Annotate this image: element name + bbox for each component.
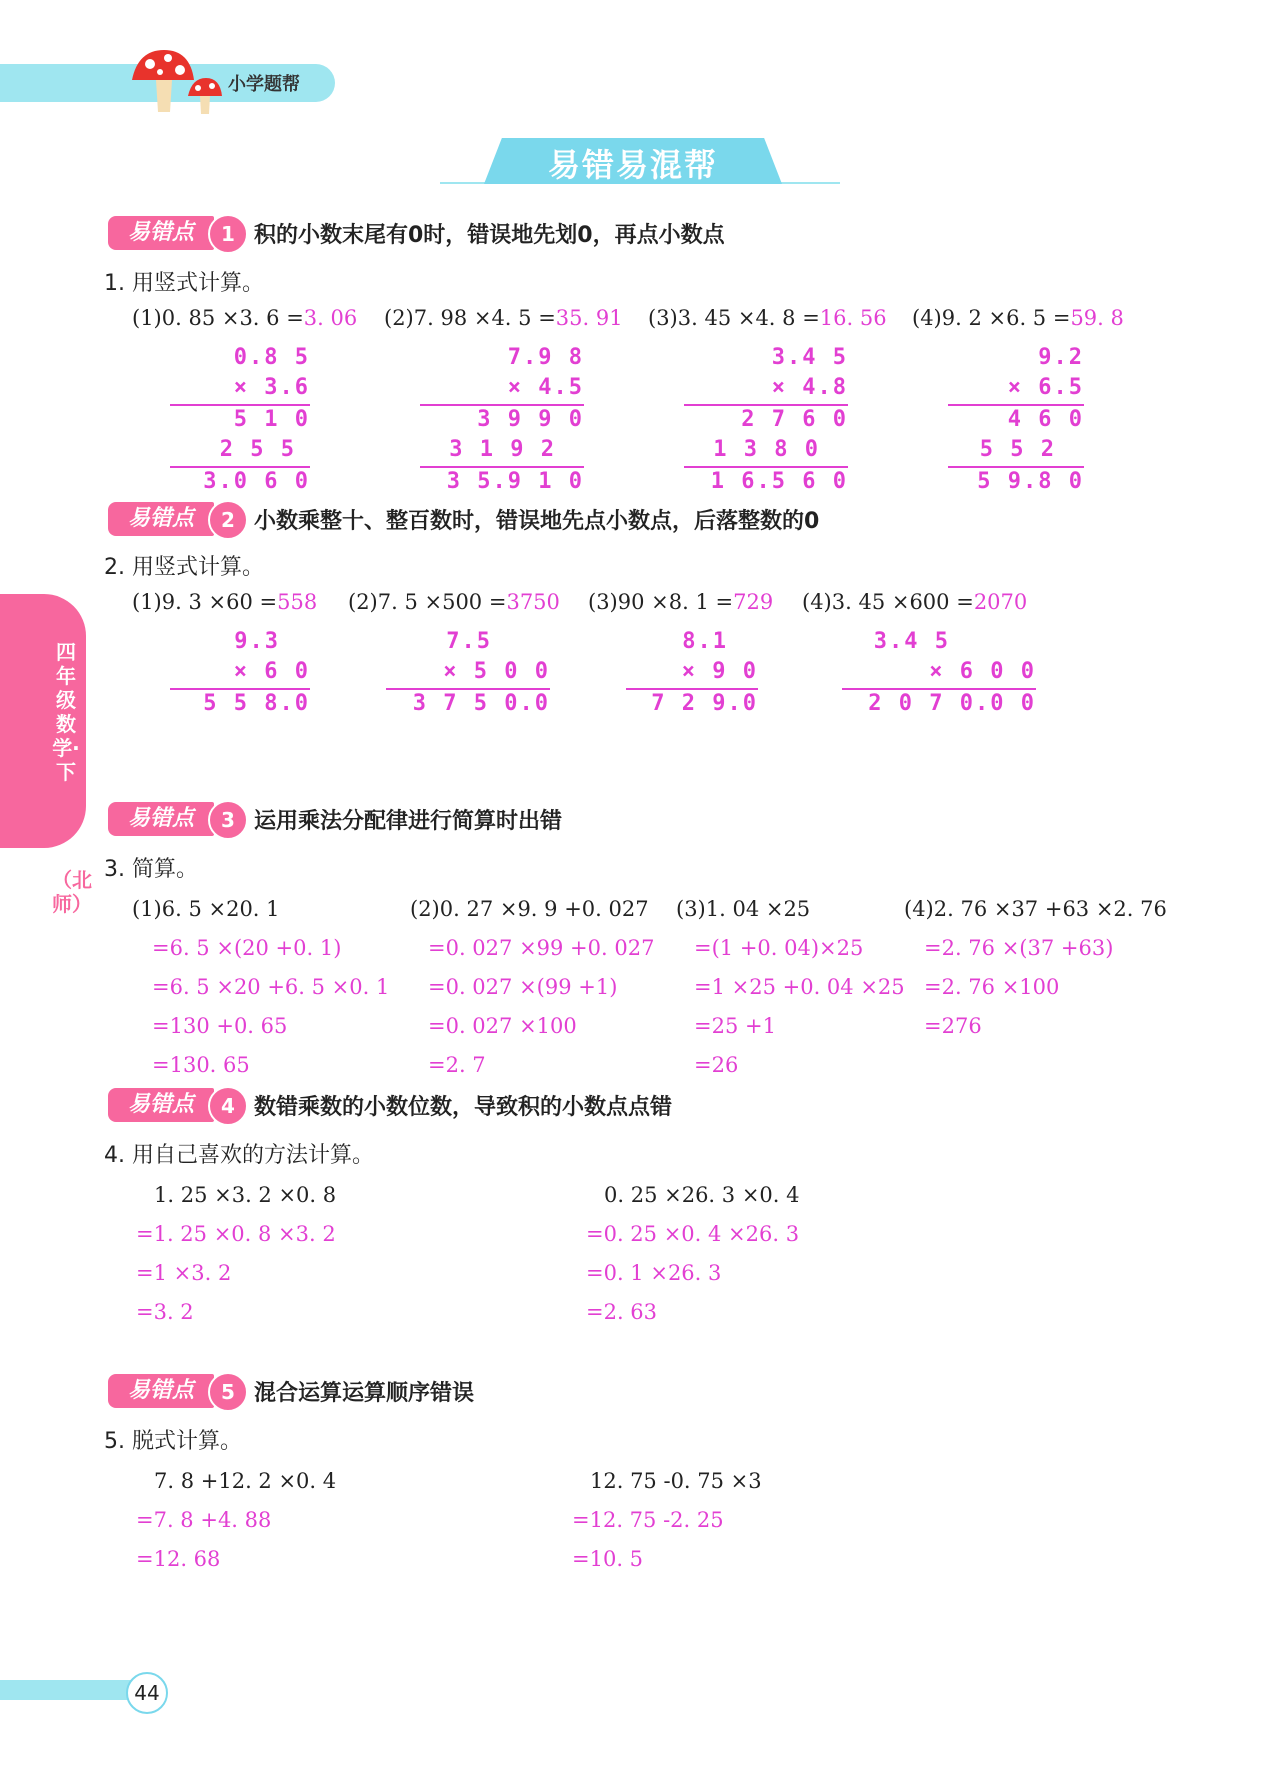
expr-2-4: (4)3. 45 ×600 =2070 (802, 590, 1028, 614)
expr-1-4: (4)9. 2 ×6. 5 =59. 8 (912, 306, 1124, 330)
page-number: 44 (126, 1672, 168, 1714)
vertical-calc-2-4: 3.4 5 × 6 0 0 2 0 7 0.0 0 (842, 628, 1036, 718)
expr-2-2: (2)7. 5 ×500 =3750 (348, 590, 560, 614)
question-2: 2. 用竖式计算。 (104, 555, 264, 580)
section-header-4 (108, 1088, 808, 1124)
side-tab-grade: 四年级数学·下 (52, 640, 80, 784)
calc-4-1: 1. 25 ×3. 2 ×0. 8 =1. 25 ×0. 8 ×3. 2 =1 ×3. 2 =3. 2 (136, 1183, 337, 1324)
calc-5-2: 12. 75 -0. 75 ×3 =12. 75 -2. 25 =10. 5 (572, 1469, 762, 1571)
section-title: 积的小数末尾有0时，错误地先划0，再点小数点 (254, 223, 725, 248)
section-header-3 (108, 802, 808, 838)
section-header-5 (108, 1374, 808, 1410)
calc-3-3: (3)1. 04 ×25 =(1 +0. 04)×25 =1 ×25 +0. 04 ×25 =25 +1 =26 (676, 897, 905, 1077)
vertical-calc-1-2: 7.9 8 × 4.5 3 9 9 0 3 1 9 2 3 5.9 1 0 (420, 344, 584, 494)
section-number: 3 (208, 800, 248, 840)
error-point-badge: 易错点 (108, 802, 214, 836)
calc-3-2: (2)0. 27 ×9. 9 +0. 027 =0. 027 ×99 +0. 027 =0. 027 ×(99 +1) =0. 027 ×100 =2. 7 (410, 897, 655, 1077)
question-4: 4. 用自己喜欢的方法计算。 (104, 1143, 374, 1168)
error-point-badge: 易错点 (108, 502, 214, 536)
section-header-2 (108, 502, 908, 538)
calc-4-2: 0. 25 ×26. 3 ×0. 4 =0. 25 ×0. 4 ×26. 3 =0. 1 ×26. 3 =2. 63 (586, 1183, 800, 1324)
vertical-calc-1-4: 9.2 × 6.5 4 6 0 5 5 2 5 9.8 0 (948, 344, 1084, 494)
calc-5-1: 7. 8 +12. 2 ×0. 4 =7. 8 +4. 88 =12. 68 (136, 1469, 337, 1571)
vertical-calc-2-1: 9.3 × 6 0 5 5 8.0 (170, 628, 310, 718)
section-number: 2 (208, 500, 248, 540)
question-1: 1. 用竖式计算。 (104, 271, 264, 296)
expr-1-1: (1)0. 85 ×3. 6 =3. 06 (132, 306, 358, 330)
calc-3-1: (1)6. 5 ×20. 1 =6. 5 ×(20 +0. 1) =6. 5 ×20 +6. 5 ×0. 1 =130 +0. 65 =130. 65 (132, 897, 390, 1077)
side-tab-edition: （北师） (52, 868, 92, 916)
error-point-badge: 易错点 (108, 216, 214, 250)
vertical-calc-1-3: 3.4 5 × 4.8 2 7 6 0 1 3 8 0 1 6.5 6 0 (684, 344, 848, 494)
section-title: 小数乘整十、整百数时，错误地先点小数点，后落整数的0 (254, 509, 820, 534)
calc-3-4: (4)2. 76 ×37 +63 ×2. 76 =2. 76 ×(37 +63) =2. 76 ×100 =276 (904, 897, 1167, 1038)
error-point-badge: 易错点 (108, 1374, 214, 1408)
vertical-calc-2-2: 7.5 × 5 0 0 3 7 5 0.0 (386, 628, 550, 718)
expr-2-3: (3)90 ×8. 1 =729 (588, 590, 774, 614)
section-number: 5 (208, 1372, 248, 1412)
brand-label: 小学题帮 (228, 74, 300, 95)
section-title: 混合运算运算顺序错误 (254, 1381, 475, 1406)
vertical-calc-2-3: 8.1 × 9 0 7 2 9.0 (626, 628, 758, 718)
expr-1-3: (3)3. 45 ×4. 8 =16. 56 (648, 306, 887, 330)
mushroom-logo-icon (128, 46, 236, 116)
question-3: 3. 简算。 (104, 857, 198, 882)
vertical-calc-1-1: 0.8 5 × 3.6 5 1 0 2 5 5 3.0 6 0 (170, 344, 310, 494)
section-title: 运用乘法分配律进行简算时出错 (254, 809, 563, 834)
section-number: 1 (208, 214, 248, 254)
expr-1-2: (2)7. 98 ×4. 5 =35. 91 (384, 306, 623, 330)
section-number: 4 (208, 1086, 248, 1126)
section-header-1 (108, 216, 808, 252)
question-5: 5. 脱式计算。 (104, 1429, 242, 1454)
section-title: 数错乘数的小数位数，导致积的小数点点错 (254, 1095, 673, 1120)
error-point-badge: 易错点 (108, 1088, 214, 1122)
page-title: 易错易混帮 (547, 146, 718, 184)
expr-2-1: (1)9. 3 ×60 =558 (132, 590, 318, 614)
